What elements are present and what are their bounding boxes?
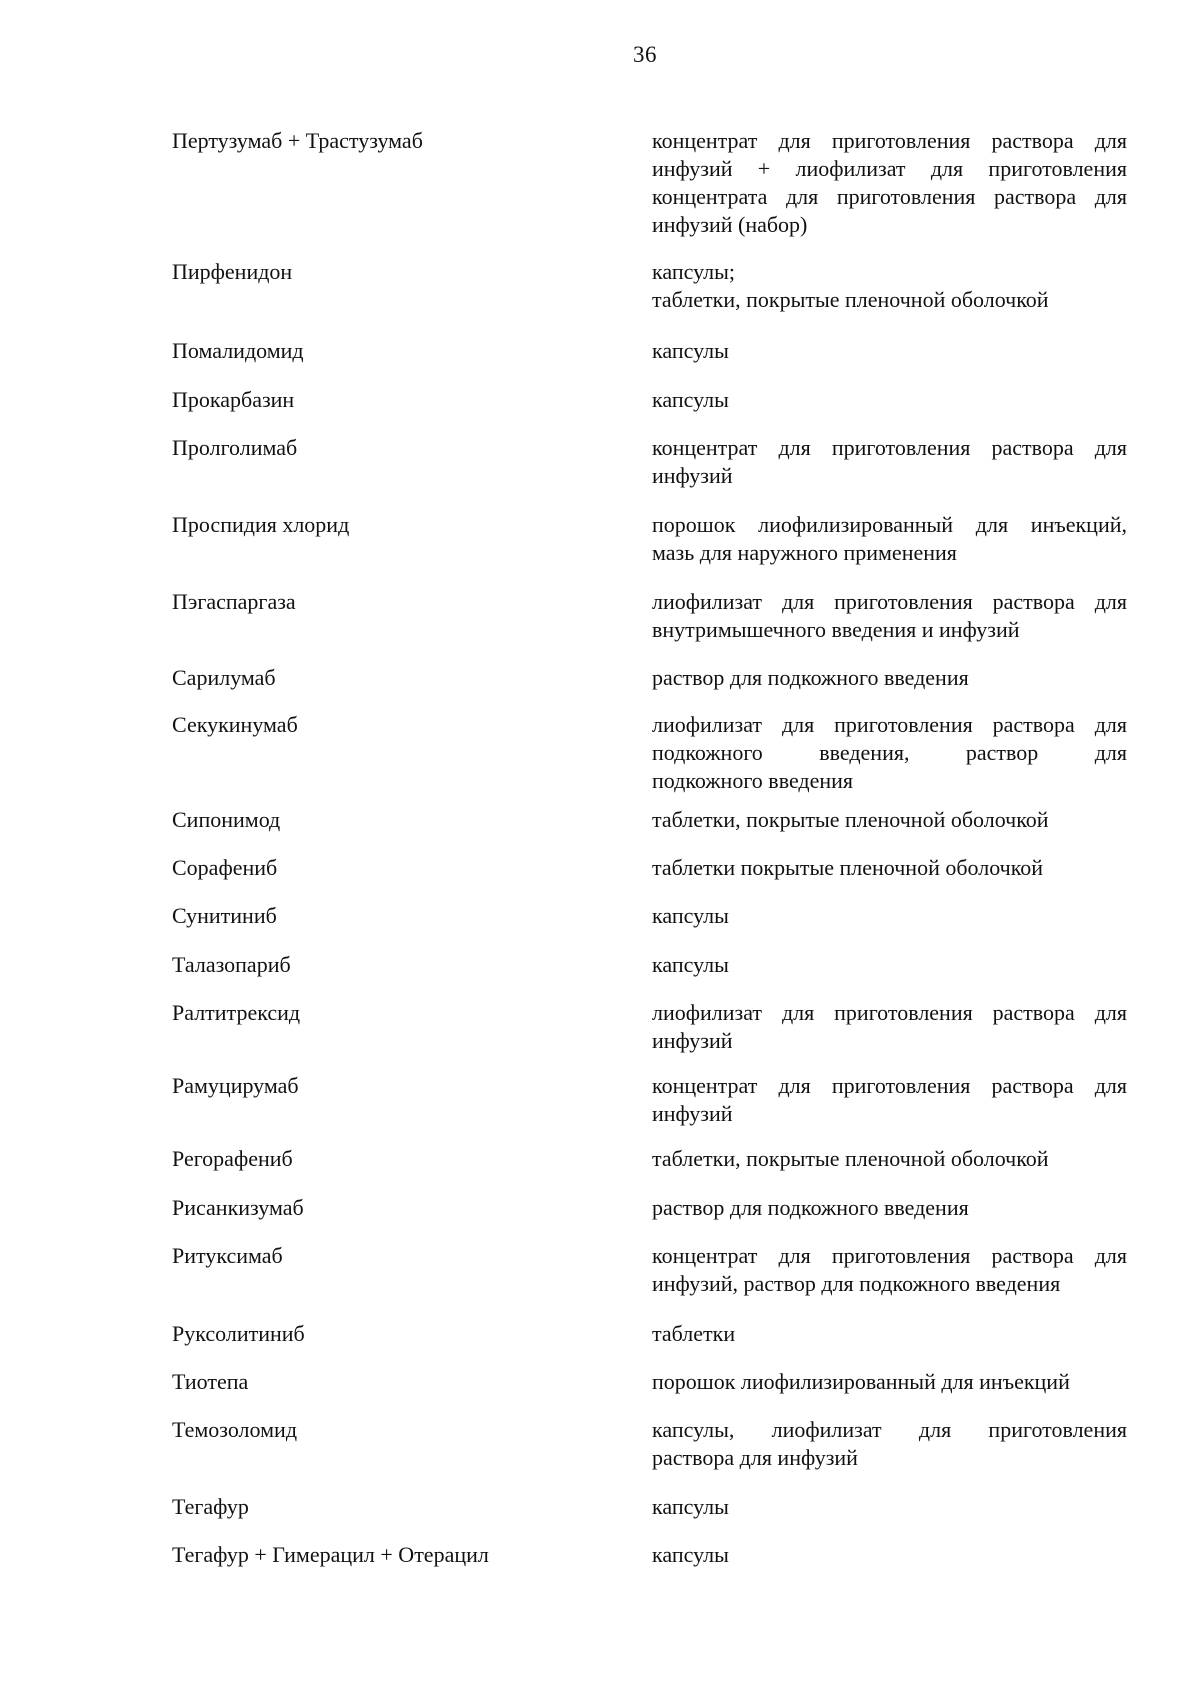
drug-name: Рисанкизумаб [172, 1195, 304, 1220]
drug-name: Темозоломид [172, 1417, 298, 1442]
dosage-form [652, 1194, 1127, 1222]
dosage-form [652, 951, 1127, 979]
dosage-form-line: мазь для наружного применения [652, 540, 957, 565]
dosage-form-line: раствора для инфузий [652, 1445, 858, 1470]
dosage-form-line: таблетки, покрытые пленочной оболочкой [652, 1146, 1049, 1171]
drug-name: Сипонимод [172, 807, 281, 832]
dosage-form-line: таблетки [652, 1321, 736, 1346]
dosage-form-line: порошок лиофилизированный для инъекций [652, 1369, 1070, 1394]
drug-name: Тегафур + Гимерацил + Отерацил [172, 1542, 489, 1567]
dosage-form [652, 1242, 1127, 1298]
dosage-form-line: порошок лиофилизированный для инъекций, [652, 512, 1127, 537]
dosage-form-line: концентрата для приготовления раствора для [652, 184, 1127, 209]
drug-name: Пролголимаб [172, 435, 298, 460]
dosage-form-line: капсулы [652, 952, 729, 977]
drug-name: Сарилумаб [172, 665, 276, 690]
dosage-form-line: инфузий [652, 1101, 733, 1126]
dosage-form-line: подкожного введения, раствор для [652, 740, 1127, 765]
drug-name: Помалидомид [172, 338, 304, 363]
drug-name: Тегафур [172, 1494, 249, 1519]
drug-name: Секукинумаб [172, 712, 298, 737]
dosage-form [652, 386, 1127, 414]
dosage-form-line: инфузий + лиофилизат для приготовления [652, 156, 1127, 181]
dosage-form-line: инфузий [652, 1028, 733, 1053]
dosage-form [652, 1320, 1127, 1348]
drug-name: Сунитиниб [172, 903, 277, 928]
dosage-form-line: раствор для подкожного введения [652, 665, 969, 690]
drug-name: Сорафениб [172, 855, 278, 880]
dosage-form-line: концентрат для приготовления раствора для [652, 128, 1127, 153]
drug-name: Ритуксимаб [172, 1243, 283, 1268]
dosage-form-line: концентрат для приготовления раствора для [652, 1243, 1127, 1268]
drug-name: Тиотепа [172, 1369, 249, 1394]
dosage-form [652, 711, 1127, 795]
dosage-form [652, 854, 1127, 882]
dosage-form-line: инфузий [652, 463, 733, 488]
dosage-form-line: концентрат для приготовления раствора для [652, 435, 1127, 460]
drug-name: Талазопариб [172, 952, 291, 977]
drug-name: Проспидия хлорид [172, 512, 350, 537]
drug-name: Пертузумаб + Трастузумаб [172, 128, 423, 153]
drug-name: Ралтитрексид [172, 1000, 301, 1025]
dosage-form-line: лиофилизат для приготовления раствора для [652, 1000, 1127, 1025]
dosage-form [652, 1541, 1127, 1569]
dosage-form-line: таблетки покрытые пленочной оболочкой [652, 855, 1044, 880]
dosage-form [652, 337, 1127, 365]
dosage-form-line: капсулы, лиофилизат для приготовления [652, 1417, 1127, 1442]
dosage-form-line: капсулы [652, 1494, 729, 1519]
dosage-form-line: лиофилизат для приготовления раствора для [652, 712, 1127, 737]
dosage-form [652, 434, 1127, 490]
dosage-form-line: концентрат для приготовления раствора для [652, 1073, 1127, 1098]
dosage-form [652, 1493, 1127, 1521]
drug-name: Регорафениб [172, 1146, 293, 1171]
dosage-form [652, 511, 1127, 567]
dosage-form-line: капсулы [652, 338, 729, 363]
dosage-form-line: капсулы [652, 387, 729, 412]
dosage-form [652, 999, 1127, 1055]
drug-name: Пирфенидон [172, 259, 293, 284]
dosage-form [652, 902, 1127, 930]
dosage-form-line: таблетки, покрытые пленочной оболочкой [652, 287, 1049, 312]
dosage-form [652, 1368, 1127, 1396]
dosage-form [652, 1416, 1127, 1472]
dosage-form [652, 1145, 1127, 1173]
dosage-form [652, 664, 1127, 692]
dosage-form [652, 258, 1127, 314]
dosage-form [652, 127, 1127, 239]
dosage-form-line: инфузий (набор) [652, 212, 808, 237]
dosage-form-line: раствор для подкожного введения [652, 1195, 969, 1220]
dosage-form [652, 1072, 1127, 1128]
dosage-form-line: таблетки, покрытые пленочной оболочкой [652, 807, 1049, 832]
drug-name: Руксолитиниб [172, 1321, 305, 1346]
drug-name: Рамуцирумаб [172, 1073, 299, 1098]
page-number: 36 [633, 42, 657, 67]
dosage-form-line: внутримышечного введения и инфузий [652, 617, 1020, 642]
dosage-form-line: подкожного введения [652, 768, 854, 793]
dosage-form [652, 588, 1127, 644]
dosage-form-line: капсулы [652, 903, 729, 928]
dosage-form-line: капсулы; [652, 259, 735, 284]
dosage-form-line: инфузий, раствор для подкожного введения [652, 1271, 1061, 1296]
dosage-form-line: капсулы [652, 1542, 729, 1567]
drug-name: Пэгаспаргаза [172, 589, 296, 614]
dosage-form [652, 806, 1127, 834]
dosage-form-line: лиофилизат для приготовления раствора для [652, 589, 1127, 614]
drug-name: Прокарбазин [172, 387, 295, 412]
